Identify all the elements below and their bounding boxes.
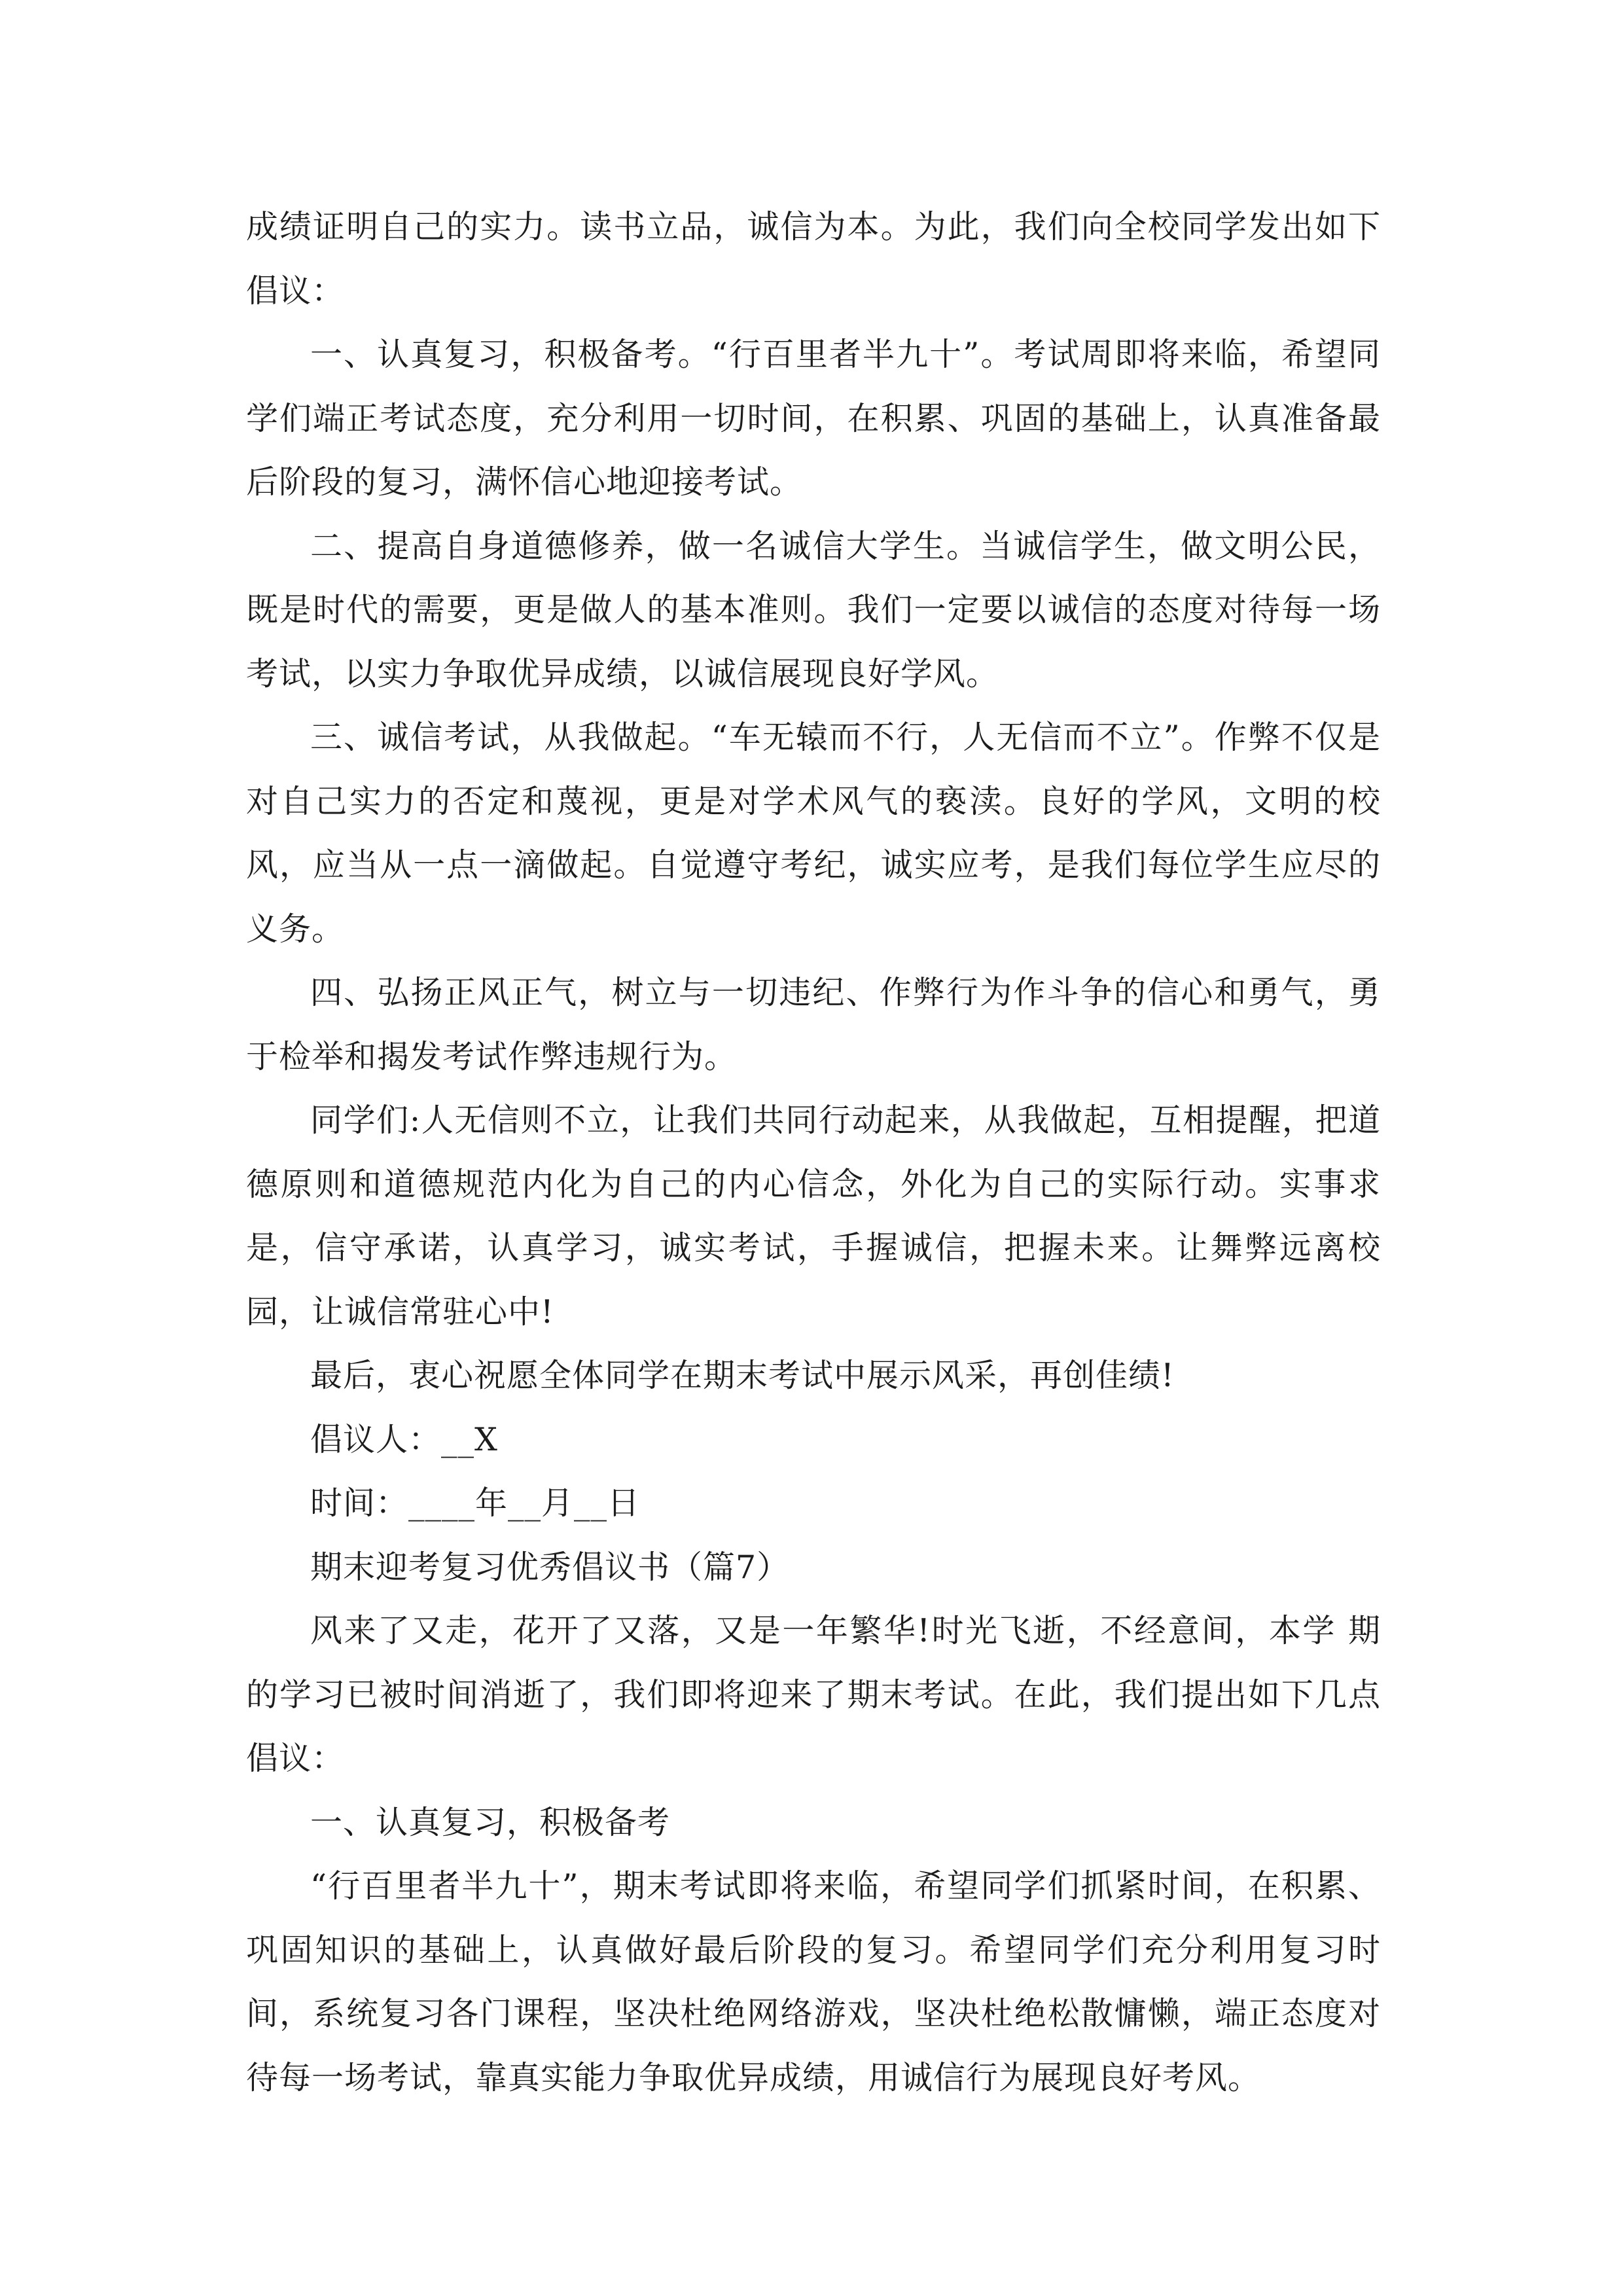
paragraph-proposal-2: 二、提高自身道德修养，做一名诚信大学生。当诚信学生，做文明公民，既是时代的需要，更是做人的基本准则。我们一定要以诚信的态度对待每一场考试，以实力争取优异成绩，以诚信展现良好学风。: [246, 527, 1381, 692]
paragraph-intro-continuation: 成绩证明自己的实力。读书立品，诚信为本。为此，我们向全校同学发出如下倡议：: [246, 208, 1381, 310]
signature-line: 倡议人：__X: [310, 1420, 498, 1458]
paragraph-proposal-1: 一、认真复习，积极备考。“行百里者半九十”。考试周即将来临，希望同学们端正考试态度，充分利用一切时间，在积累、巩固的基础上，认真准备最后阶段的复习，满怀信心地迎接考试。: [246, 336, 1381, 501]
paragraph-section-intro: 风来了又走，花开了又落，又是一年繁华!时光飞逝，不经意间，本学 期的学习已被时间消逝了，我们即将迎来了期末考试。在此，我们提出如下几点倡议：: [246, 1612, 1381, 1777]
paragraph-proposal-3: 三、诚信考试，从我做起。“车无辕而不行，人无信而不立”。作弊不仅是对自己实力的否定和蔑视，更是对学术风气的亵渎。良好的学风，文明的校风，应当从一点一滴做起。自觉遵守考纪，诚实应考，是我们每位学生应尽的义务。: [246, 719, 1381, 948]
section-heading: 期末迎考复习优秀倡议书（篇7）: [310, 1548, 790, 1586]
paragraph-section-item-1-body: “行百里者半九十”，期末考试即将来临，希望同学们抓紧时间，在积累、巩固知识的基础上，认真做好最后阶段的复习。希望同学们充分利用复习时间，系统复习各门课程，坚决杜绝网络游戏，坚决杜绝松散慵懒，端正态度对待每一场考试，靠真实能力争取优异成绩，用诚信行为展现良好考风。: [246, 1867, 1381, 2096]
paragraph-proposal-4: 四、弘扬正风正气，树立与一切违纪、作弊行为作斗争的信心和勇气，勇于检举和揭发考试作弊违规行为。: [246, 974, 1381, 1075]
paragraph-closing-wish: 最后，衷心祝愿全体同学在期末考试中展示风采，再创佳绩!: [310, 1357, 1175, 1394]
date-line: 时间：____年__月__日: [310, 1484, 641, 1522]
paragraph-appeal: 同学们:人无信则不立，让我们共同行动起来，从我做起，互相提醒，把道德原则和道德规范内化为自己的内心信念，外化为自己的实际行动。实事求是，信守承诺，认真学习，诚实考试，手握诚信，把握未来。让舞弊远离校园，让诚信常驻心中!: [246, 1102, 1381, 1331]
paragraph-section-item-1-heading: 一、认真复习，积极备考: [310, 1803, 671, 1841]
document-body: [246, 195, 1381, 2109]
